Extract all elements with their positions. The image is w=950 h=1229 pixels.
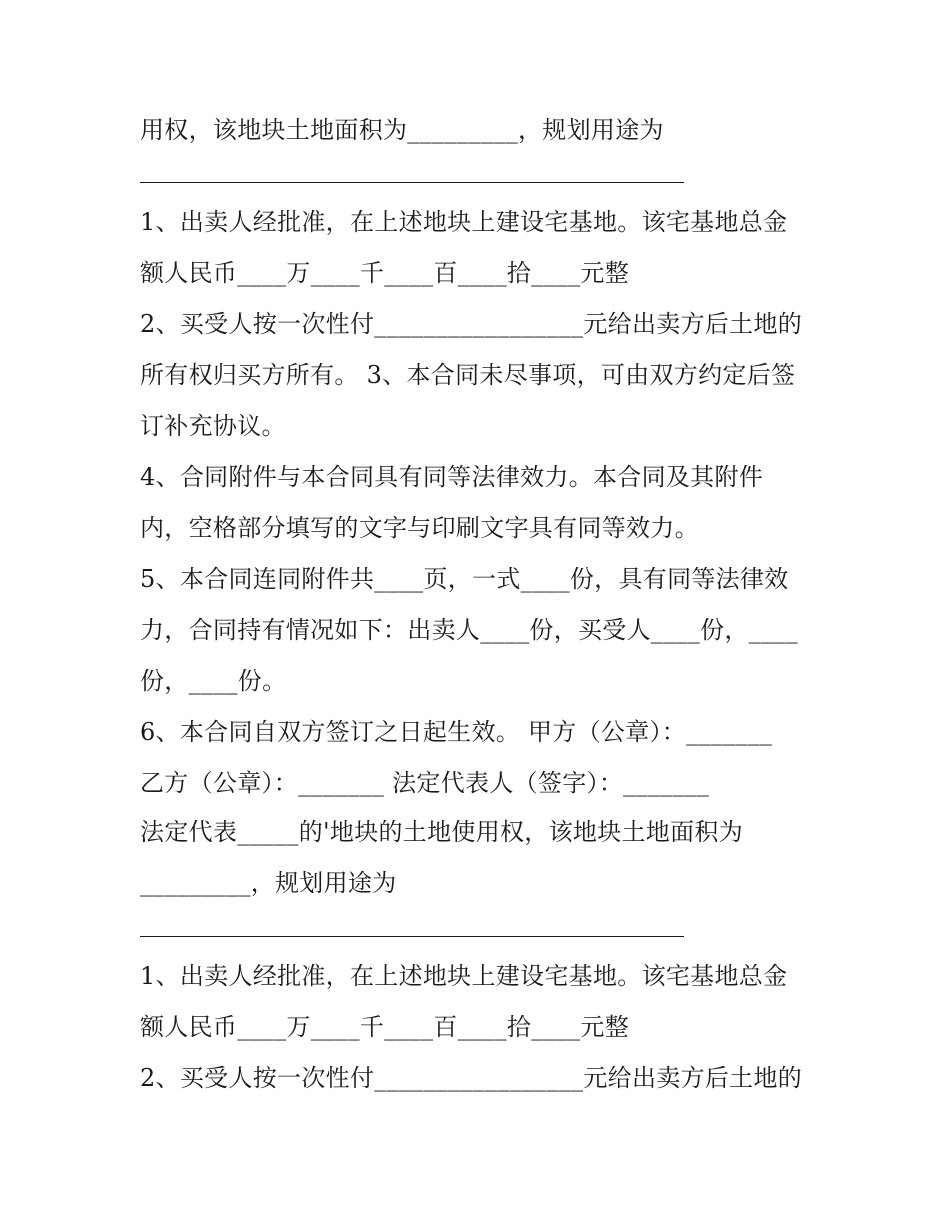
text-line: 内，空格部分填写的文字与印刷文字具有同等效力。: [140, 514, 699, 542]
text-line: 6、本合同自双方签订之日起生效。 甲方（公章）：_______: [140, 718, 773, 746]
text-line: 力，合同持有情况如下：出卖人____份，买受人____份，____: [140, 616, 798, 644]
text-line: 4、合同附件与本合同具有同等法律效力。本合同及其附件: [140, 463, 764, 491]
blank-rule: [140, 936, 684, 937]
text-line: 2、买受人按一次性付_________________元给出卖方后土地的: [140, 1064, 803, 1092]
text-line: 法定代表_____的'地块的土地使用权，该地块土地面积为: [140, 818, 743, 846]
text-line: _________，规划用途为: [140, 869, 397, 897]
text-line: 5、本合同连同附件共____页，一式____份，具有同等法律效: [140, 565, 789, 593]
text-line: 订补充协议。: [140, 412, 286, 440]
text-line: 2、买受人按一次性付_________________元给出卖方后土地的: [140, 310, 803, 338]
text-line: 额人民币____万____千____百____拾____元整: [140, 1013, 629, 1041]
text-line: 1、出卖人经批准，在上述地块上建设宅基地。该宅基地总金: [140, 962, 788, 990]
text-line: 乙方（公章）：_______ 法定代表人（签字）：_______: [140, 769, 710, 797]
blank-rule: [140, 182, 684, 183]
text-line: 额人民币____万____千____百____拾____元整: [140, 259, 629, 287]
text-line: 份，____份。: [140, 667, 287, 695]
text-line: 所有权归买方所有。 3、本合同未尽事项，可由双方约定后签: [140, 361, 796, 389]
text-line: 1、出卖人经批准，在上述地块上建设宅基地。该宅基地总金: [140, 208, 788, 236]
text-line: 用权，该地块土地面积为_________，规划用途为: [140, 116, 664, 144]
